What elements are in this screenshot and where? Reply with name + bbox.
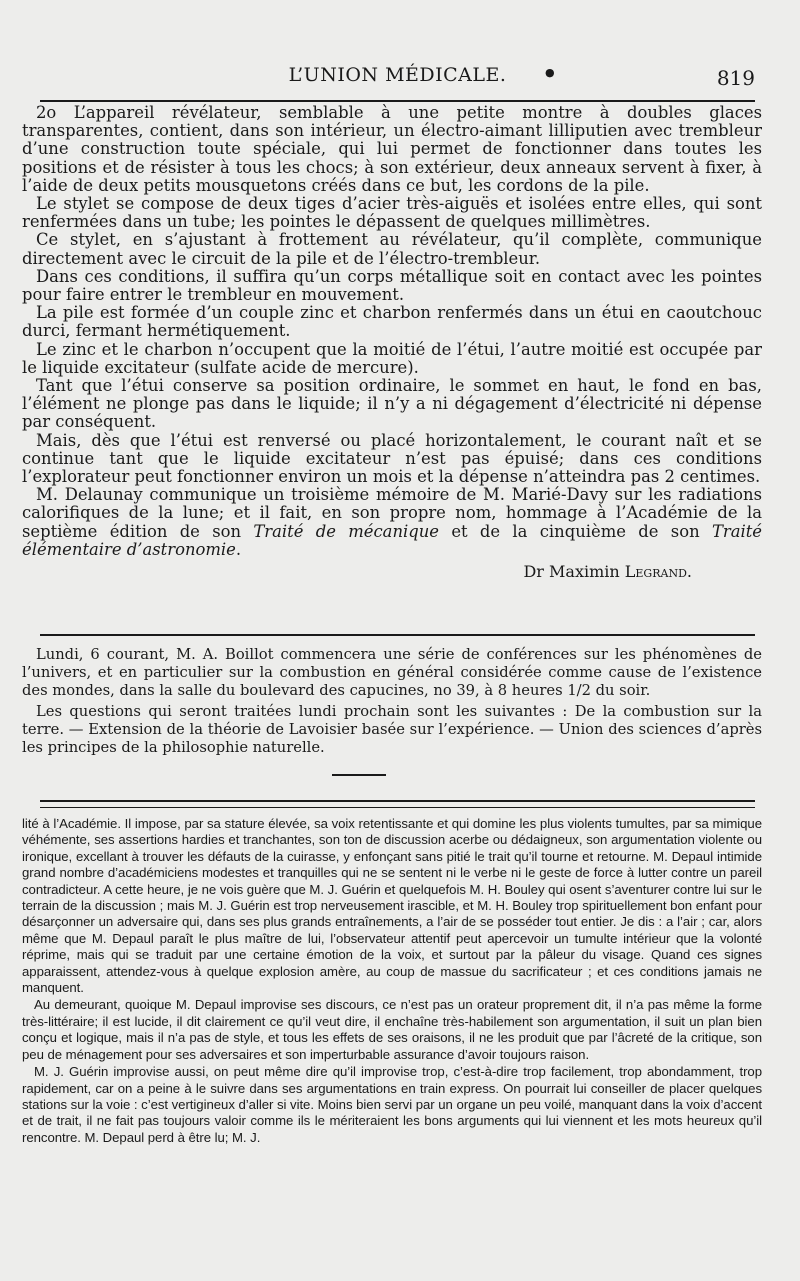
author-surname: Legrand <box>624 562 687 582</box>
article-paragraph: Tant que l’étui conserve sa position ordinaire, le sommet en haut, le fond en bas, l’élément ne plonge pas dans le liquide; il n’y a ni dégagement d’électricité ni dépense par conséquent. <box>22 376 762 432</box>
feuilleton-section <box>22 816 762 1146</box>
announcement-paragraph: Lundi, 6 courant, M. A. Boillot commencera une série de conférences sur les phénomènes de l’univers, et en particulier sur la combustion en général considérée comme cause de l’existence des mondes, dans la salle du boulevard des capucines, no 39, à 8 heures 1/2 du soir. <box>22 646 762 699</box>
section-rule <box>40 634 755 636</box>
closing-paragraph: M. Delaunay communique un troisième mémoire de M. Marié-Davy sur les radiations calorifiques de la lune; et il fait, en son propre nom, hommage à l’Académie de la septième édition de son Traité de mécanique et de la cinquième de son Traité élémentaire d’astronomie. <box>22 485 763 559</box>
feuilleton-paragraph: lité à l’Académie. Il impose, par sa stature élevée, sa voix retentissante et qui domine les plus violents tumultes, par sa mimique véhémente, ses assertions hardies et tranchantes, son ton de discussion acerbe ou dédaigneux, son argumentation violente ou ironique, excellant à trouver les défauts de la cuirasse, y enfonçant sans pitié le trait qu’il tourne et retourne. M. Depaul intimide grand nombre d’académiciens modestes et tranquilles qui ne se sentent ni le verbe ni le geste de force à lutter contre un pareil contradicteur. A cette heure, je ne vois guère que M. J. Guérin et quelquefois M. H. Bouley qui osent s’aventurer contre lui sur le terrain de la discussion ; mais M. J. Guérin est trop nerveusement irascible, et M. H. Bouley trop spirituellement bon enfant pour désarçonner un adversaire qui, dans ses plus grands entraînements, a l’air de se posséder tout entier. Je dis : a l’air ; car, alors même que M. Depaul paraît le plus maître de lui, l’observateur attentif peut apercevoir un tumulte intérieur que la volonté réprime, mais qui se traduit par une certaine émotion de la voix, et surtout par la pâleur du visage. Quand ces signes apparaissent, attendez-vous à quelque explosion amère, au coup de massue du sacrificateur ; et ces conditions jamais ne manquent. <box>22 816 762 996</box>
feuilleton-paragraph: M. J. Guérin improvise aussi, on peut même dire qu’il improvise trop, c’est-à-dire trop facilement, trop abondamment, trop rapidement, car on a peine à le suivre dans ses argumentations en train express. On pourrait lui conseiller de placer quelques stations sur la voie : c’est vertigineux d’aller si vite. Moins bien servi par un organe un peu voilé, manquant dans la voix d’accent et de trait, il ne fait pas toujours valoir comme ils le mériteraient les bons arguments qui lui viennent et les mots heureux qu’il rencontre. M. Depaul perd à être lu; M. J. <box>22 1064 762 1145</box>
article-paragraph: Mais, dès que l’étui est renversé ou placé horizontalement, le courant naît et se continue tant que le liquide excitateur n’est pas épuisé; dans ces conditions l’explorateur peut fonctionner environ un mois et la dépense n’atteindra pas 2 centimes. <box>22 430 762 487</box>
announcement-paragraph: Les questions qui seront traitées lundi prochain sont les suivantes : De la combustion sur la terre. — Extension de la théorie de Lavoisier basée sur l’expérience. — Union des sciences d’après les principes de la philosophie naturelle. <box>22 703 762 756</box>
page-number: 819 <box>716 66 755 90</box>
journal-title: L’UNION MÉDICALE. <box>288 64 507 86</box>
article-paragraph: Ce stylet, en s’ajustant à frottement au révélateur, qu’il complète, communique directement avec le circuit de la pile et de l’électro-trembleur. <box>22 230 762 268</box>
article-paragraph: Le zinc et le charbon n’occupent que la moitié de l’étui, l’autre moitié est occupée par le liquide excitateur (sulfate acide de mercure). <box>22 339 762 377</box>
book-title: Traité de mécanique <box>253 521 439 541</box>
short-divider <box>332 774 386 776</box>
book-title: Traité élémentaire d’astronomie <box>22 521 763 559</box>
feuilleton-paragraph: Au demeurant, quoique M. Depaul improvise ses discours, ce n’est pas un orateur proprement dit, il n’a pas même la forme très-littéraire; il est lucide, il dit clairement ce qu’il veut dire, il enchaîne très-habilement son argumentation, il suit un plan bien conçu et logique, mais il n’a pas de style, et tous les effets de ses oraisons, il ne les produit que par l’âcreté de la critique, son peu de ménagement pour ses adversaires et son imperturbable assurance d’avoir toujours raison. <box>22 997 762 1062</box>
signature: Dr Maximin Legrand. <box>523 562 692 582</box>
article-paragraph: Dans ces conditions, il suffira qu’un corps métallique soit en contact avec les pointes pour faire entrer le trembleur en mouvement. <box>22 266 762 305</box>
announcement-section <box>22 646 762 761</box>
article-paragraph: La pile est formée d’un couple zinc et charbon renfermés dans un étui en caoutchouc durci, fermant hermétiquement. <box>22 303 762 341</box>
feuilleton-rule <box>40 807 755 808</box>
running-header <box>40 60 755 96</box>
article-paragraph: Le stylet se compose de deux tiges d’acier très-aiguës et isolées entre elles, qui sont renfermées dans un tube; les pointes le dépassent de quelques millimètres. <box>22 194 762 232</box>
feuilleton-rule <box>40 800 755 802</box>
header-rule <box>40 100 755 102</box>
article-paragraph: 2o L’appareil révélateur, semblable à une petite montre à doubles glaces transparentes, contient, dans son intérieur, un électro-aimant lilliputien avec trembleur d’une construction toute spéciale, qui lui permet de fonctionner dans toutes les positions et de résister à tous les chocs; à son extérieur, deux anneaux servent à fixer, à l’aide de deux petits mousquetons créés dans ce but, les cordons de la pile. <box>22 103 762 195</box>
article-section <box>22 104 762 581</box>
bullet-ornament: ● <box>545 66 555 79</box>
